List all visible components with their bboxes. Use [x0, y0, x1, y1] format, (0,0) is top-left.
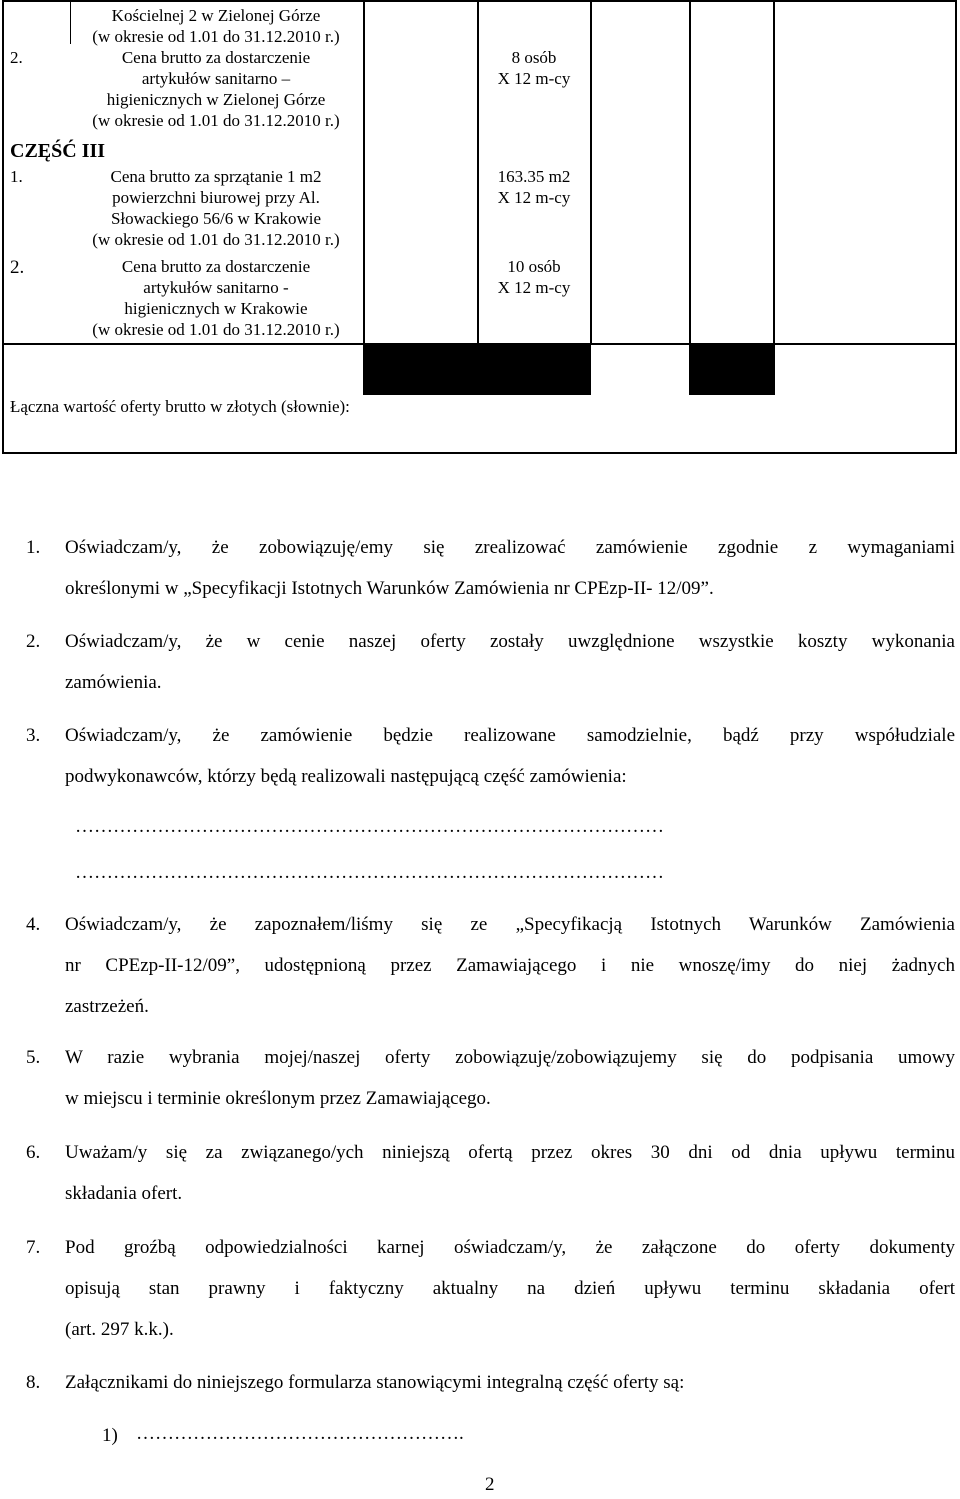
- row-d-line-3: higienicznych w Krakowie: [124, 299, 308, 318]
- statement-1-line-1: Oświadczam/y, że zobowiązuję/emy się zrealizować zamówienie zgodnie z wymaganiami: [65, 537, 955, 558]
- statement-4-line-3: zastrzeżeń.: [65, 996, 149, 1017]
- statement-5-line-1: W razie wybrania mojej/naszej oferty zobowiązuję/zobowiązujemy się do podpisania umowy: [65, 1047, 955, 1068]
- row-b-line-3: higienicznych w Zielonej Górze: [106, 90, 326, 109]
- table-column-divider: [363, 0, 365, 345]
- statement-2: [65, 621, 955, 703]
- row-a-description: [70, 5, 362, 47]
- statement-6-line-1: Uważam/y się za związanego/ych niniejszą ofertą przez okres 30 dni od dnia upływu terminu: [65, 1142, 955, 1163]
- row-b-number: 2.: [10, 48, 23, 67]
- statement-number: 1.: [26, 537, 41, 558]
- row-c-line-4: (w okresie od 1.01 do 31.12.2010 r.): [92, 230, 340, 249]
- row-b-quantity: [477, 47, 591, 89]
- statement-4-line-2: nr CPEzp-II-12/09”, udostępnioną przez Zamawiającego i nie wnoszę/imy do niej żadnych: [65, 955, 955, 976]
- row-b-qty-2: X 12 m-cy: [497, 69, 571, 88]
- row-c-number: 1.: [10, 167, 23, 186]
- row-d-line-1: Cena brutto za dostarczenie: [121, 257, 311, 276]
- statement-6: [65, 1132, 955, 1214]
- statement-2-line-1: Oświadczam/y, że w cenie naszej oferty zostały uwzględnione wszystkie koszty wykonania: [65, 631, 955, 652]
- row-b-description: [70, 47, 362, 131]
- row-a-line-1: Kościelnej 2 w Zielonej Górze: [111, 6, 321, 25]
- row-b-qty-1: 8 osób: [511, 48, 557, 67]
- statement-7-line-3: (art. 297 k.k.).: [65, 1319, 174, 1340]
- row-d-qty-1: 10 osób: [507, 257, 561, 276]
- statement-5: [65, 1037, 955, 1119]
- row-d-description: [70, 256, 362, 340]
- statement-2-line-2: zamówienia.: [65, 672, 162, 693]
- statement-6-line-2: składania ofert.: [65, 1183, 183, 1204]
- shaded-cell: [363, 345, 591, 395]
- row-a-line-2: (w okresie od 1.01 do 31.12.2010 r.): [92, 27, 340, 46]
- statement-7-line-1: Pod groźbą odpowiedzialności karnej oświadczam/y, że załączone do oferty dokumenty: [65, 1237, 955, 1258]
- fill-in-dotted-line[interactable]: …………………………………………………………………………………: [75, 862, 664, 883]
- fill-in-dotted-line[interactable]: …………………………………………………………………………………: [75, 816, 664, 837]
- row-c-line-2: powierzchni biurowej przy Al.: [112, 188, 320, 207]
- row-c-line-3: Słowackiego 56/6 w Krakowie: [110, 209, 322, 228]
- row-b-line-2: artykułów sanitarno –: [141, 69, 291, 88]
- row-c-description: [70, 166, 362, 250]
- row-b-line-1: Cena brutto za dostarczenie: [121, 48, 311, 67]
- row-b-line-4: (w okresie od 1.01 do 31.12.2010 r.): [92, 111, 340, 130]
- statement-3-line-2: podwykonawców, którzy będą realizowali następującą część zamówienia:: [65, 766, 627, 787]
- statement-3: [65, 715, 955, 797]
- row-d-qty-2: X 12 m-cy: [497, 278, 571, 297]
- statement-1: [65, 527, 955, 609]
- statement-number: 3.: [26, 725, 41, 746]
- statement-number: 8.: [26, 1372, 41, 1393]
- statement-1-line-2: określonymi w „Specyfikacji Istotnych Warunków Zamówienia nr CPEzp-II- 12/09”.: [65, 578, 714, 599]
- table-border-bottom: [2, 452, 957, 454]
- row-c-qty-1: 163.35 m2: [497, 167, 571, 186]
- row-d-number: 2.: [10, 257, 25, 278]
- statement-4: [65, 904, 955, 1027]
- statement-number: 4.: [26, 914, 41, 935]
- table-border-right: [955, 0, 957, 454]
- table-column-divider: [689, 0, 691, 345]
- statement-number: 2.: [26, 631, 41, 652]
- statement-3-line-1: Oświadczam/y, że zamówienie będzie realizowane samodzielnie, bądź przy współudziale: [65, 725, 955, 746]
- statement-4-line-1: Oświadczam/y, że zapoznałem/liśmy się ze „Specyfikacją Istotnych Warunków Zamówienia: [65, 914, 955, 935]
- statement-8-line-1: Załącznikami do niniejszego formularza stanowiącymi integralną część oferty są:: [65, 1372, 685, 1393]
- attachment-dotted-line[interactable]: …………………………………………….: [136, 1423, 464, 1444]
- table-column-divider: [773, 0, 775, 345]
- statement-7: [65, 1227, 955, 1350]
- statement-8: [65, 1362, 955, 1403]
- statement-5-line-2: w miejscu i terminie określonym przez Zamawiającego.: [65, 1088, 491, 1109]
- row-d-line-2: artykułów sanitarno -: [143, 278, 289, 297]
- statement-number: 5.: [26, 1047, 41, 1068]
- table-border-top: [2, 0, 957, 2]
- row-c-line-1: Cena brutto za sprzątanie 1 m2: [110, 167, 322, 186]
- row-c-qty-2: X 12 m-cy: [497, 188, 571, 207]
- page-number: 2: [485, 1474, 495, 1495]
- statement-7-line-2: opisują stan prawny i faktyczny aktualny na dzień upływu terminu składania ofert: [65, 1278, 955, 1299]
- section-heading: CZĘŚĆ III: [10, 140, 106, 162]
- row-c-quantity: [477, 166, 591, 208]
- statement-number: 6.: [26, 1142, 41, 1163]
- shaded-cell: [689, 345, 775, 395]
- statement-number: 7.: [26, 1237, 41, 1258]
- total-value-label: Łączna wartość oferty brutto w złotych (słownie):: [10, 397, 350, 416]
- attachment-number: 1): [102, 1425, 118, 1446]
- row-d-quantity: [477, 256, 591, 298]
- row-d-line-4: (w okresie od 1.01 do 31.12.2010 r.): [92, 320, 340, 339]
- table-border-left: [2, 0, 4, 454]
